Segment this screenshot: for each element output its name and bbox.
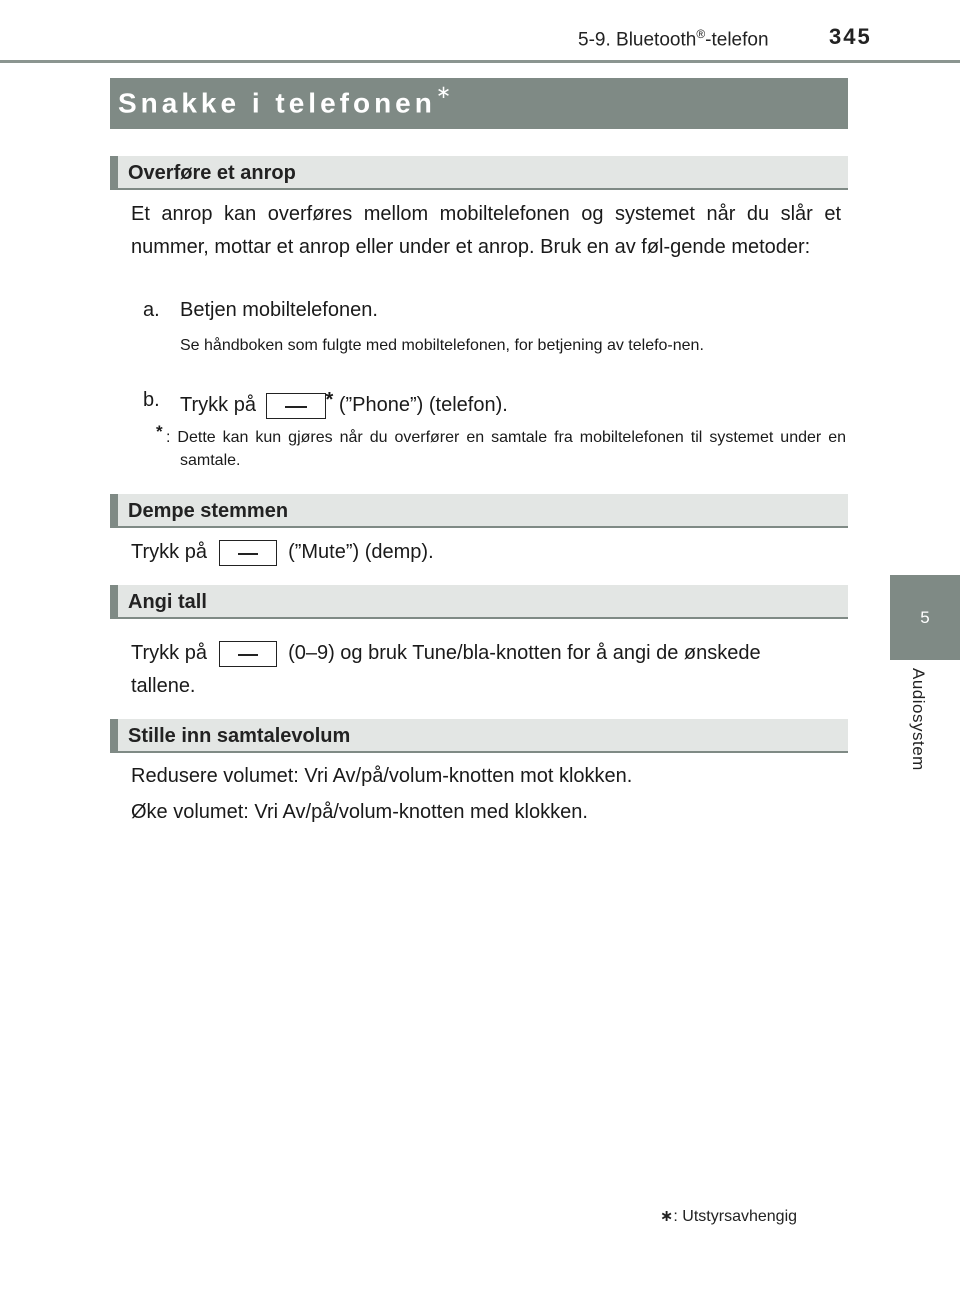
section-heading-transfer: Overføre et anrop xyxy=(110,156,848,190)
item-b-text: Trykk på * (”Phone”) (telefon). xyxy=(180,384,508,422)
volume-decrease: Redusere volumet: Vri Av/på/volum-knotten mot klokken. xyxy=(131,765,633,787)
section-heading-volume: Stille inn samtalevolum xyxy=(110,719,848,753)
running-header-section: 5-9. Bluetooth®-telefon xyxy=(578,27,769,51)
section-heading-digits: Angi tall xyxy=(110,585,848,619)
mute-text: Trykk på (”Mute”) (demp). xyxy=(131,536,434,569)
item-b-star: * xyxy=(325,389,334,411)
footnote: ∗: Utstyrsavhengig xyxy=(660,1208,798,1225)
item-a-text: Betjen mobiltelefonen. xyxy=(180,299,378,321)
transfer-note: : Dette kan kun gjøres når du overfører en samtale fra mobiltelefonen til systemet under en samtale. xyxy=(166,429,846,469)
transfer-intro: Et anrop kan overføres mellom mobiltelefonen og systemet når du slår et nummer, mottar et anrop eller under et anrop. Bruk en av føl-gende metoder: xyxy=(131,203,841,258)
note-star: * xyxy=(156,422,163,441)
chapter-tab xyxy=(890,575,960,660)
page-title: Snakke i telefonen∗ xyxy=(118,82,451,119)
page-number: 345 xyxy=(829,24,872,49)
phone-button-icon xyxy=(266,393,326,419)
item-b-marker: b. xyxy=(143,389,160,411)
item-a-note: Se håndboken som fulgte med mobiltelefonen, for betjening av telefo-nen. xyxy=(180,337,704,354)
volume-increase: Øke volumet: Vri Av/på/volum-knotten med klokken. xyxy=(131,801,588,823)
digits-text-line1: Trykk på (0–9) og bruk Tune/bla-knotten for å angi de ønskede xyxy=(131,637,761,670)
digits-button-icon xyxy=(219,641,277,667)
header-rule xyxy=(0,60,960,63)
chapter-title-vertical: Audiosystem xyxy=(909,668,928,771)
digits-text-line2: tallene. xyxy=(131,675,196,697)
section-heading-mute: Dempe stemmen xyxy=(110,494,848,528)
chapter-number: 5 xyxy=(920,607,930,627)
mute-button-icon xyxy=(219,540,277,566)
item-a-marker: a. xyxy=(143,299,160,321)
